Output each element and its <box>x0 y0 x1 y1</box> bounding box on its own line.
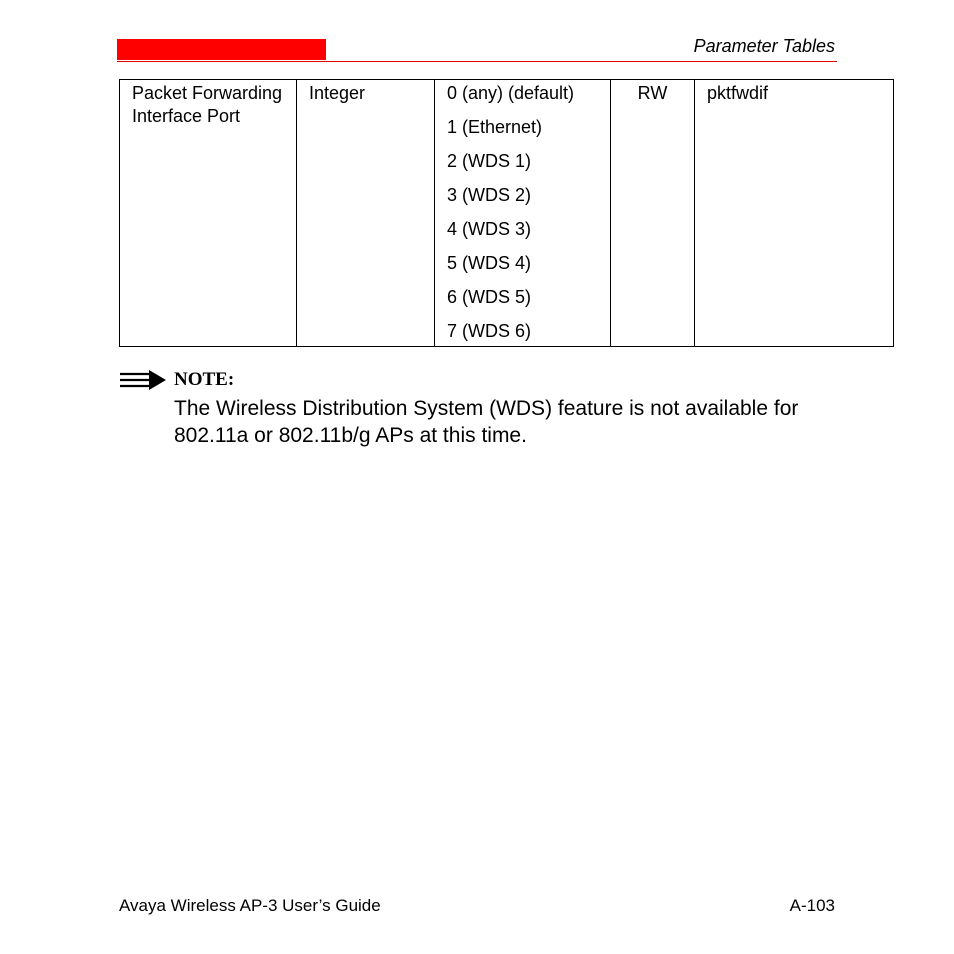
header-red-bar <box>117 39 326 60</box>
parameter-type: Integer <box>309 83 366 103</box>
table-row <box>120 80 894 347</box>
parameter-type-cell <box>297 80 435 347</box>
parameter-cli-cell <box>695 80 894 347</box>
parameter-values-cell <box>435 80 611 347</box>
note-arrow-icon <box>119 369 167 391</box>
list-item: 1 (Ethernet) <box>447 117 543 137</box>
footer-guide-title: Avaya Wireless AP-3 User’s Guide <box>119 896 381 915</box>
header-rule <box>117 61 837 62</box>
parameter-access-cell <box>611 80 695 347</box>
list-item: 0 (any) (default) <box>447 83 575 103</box>
footer-page-number: A-103 <box>789 896 835 915</box>
parameter-cli: pktfwdif <box>707 83 769 103</box>
parameter-name-cell <box>120 80 297 347</box>
value-list <box>435 80 610 343</box>
parameter-name: Packet Forwarding Interface Port <box>132 83 283 126</box>
list-item: 5 (WDS 4) <box>447 253 532 273</box>
page-section-title: Parameter Tables <box>693 36 835 56</box>
parameter-table <box>119 79 894 347</box>
list-item: 7 (WDS 6) <box>447 321 532 341</box>
list-item: 4 (WDS 3) <box>447 219 532 239</box>
list-item: 6 (WDS 5) <box>447 287 532 307</box>
list-item: 3 (WDS 2) <box>447 185 532 205</box>
list-item: 2 (WDS 1) <box>447 151 532 171</box>
note-text: The Wireless Distribution System (WDS) feature is not available for 802.11a or 802.11b/g APs at this time. <box>174 397 799 447</box>
note-label: NOTE: <box>174 369 235 390</box>
parameter-access: RW <box>637 83 668 103</box>
